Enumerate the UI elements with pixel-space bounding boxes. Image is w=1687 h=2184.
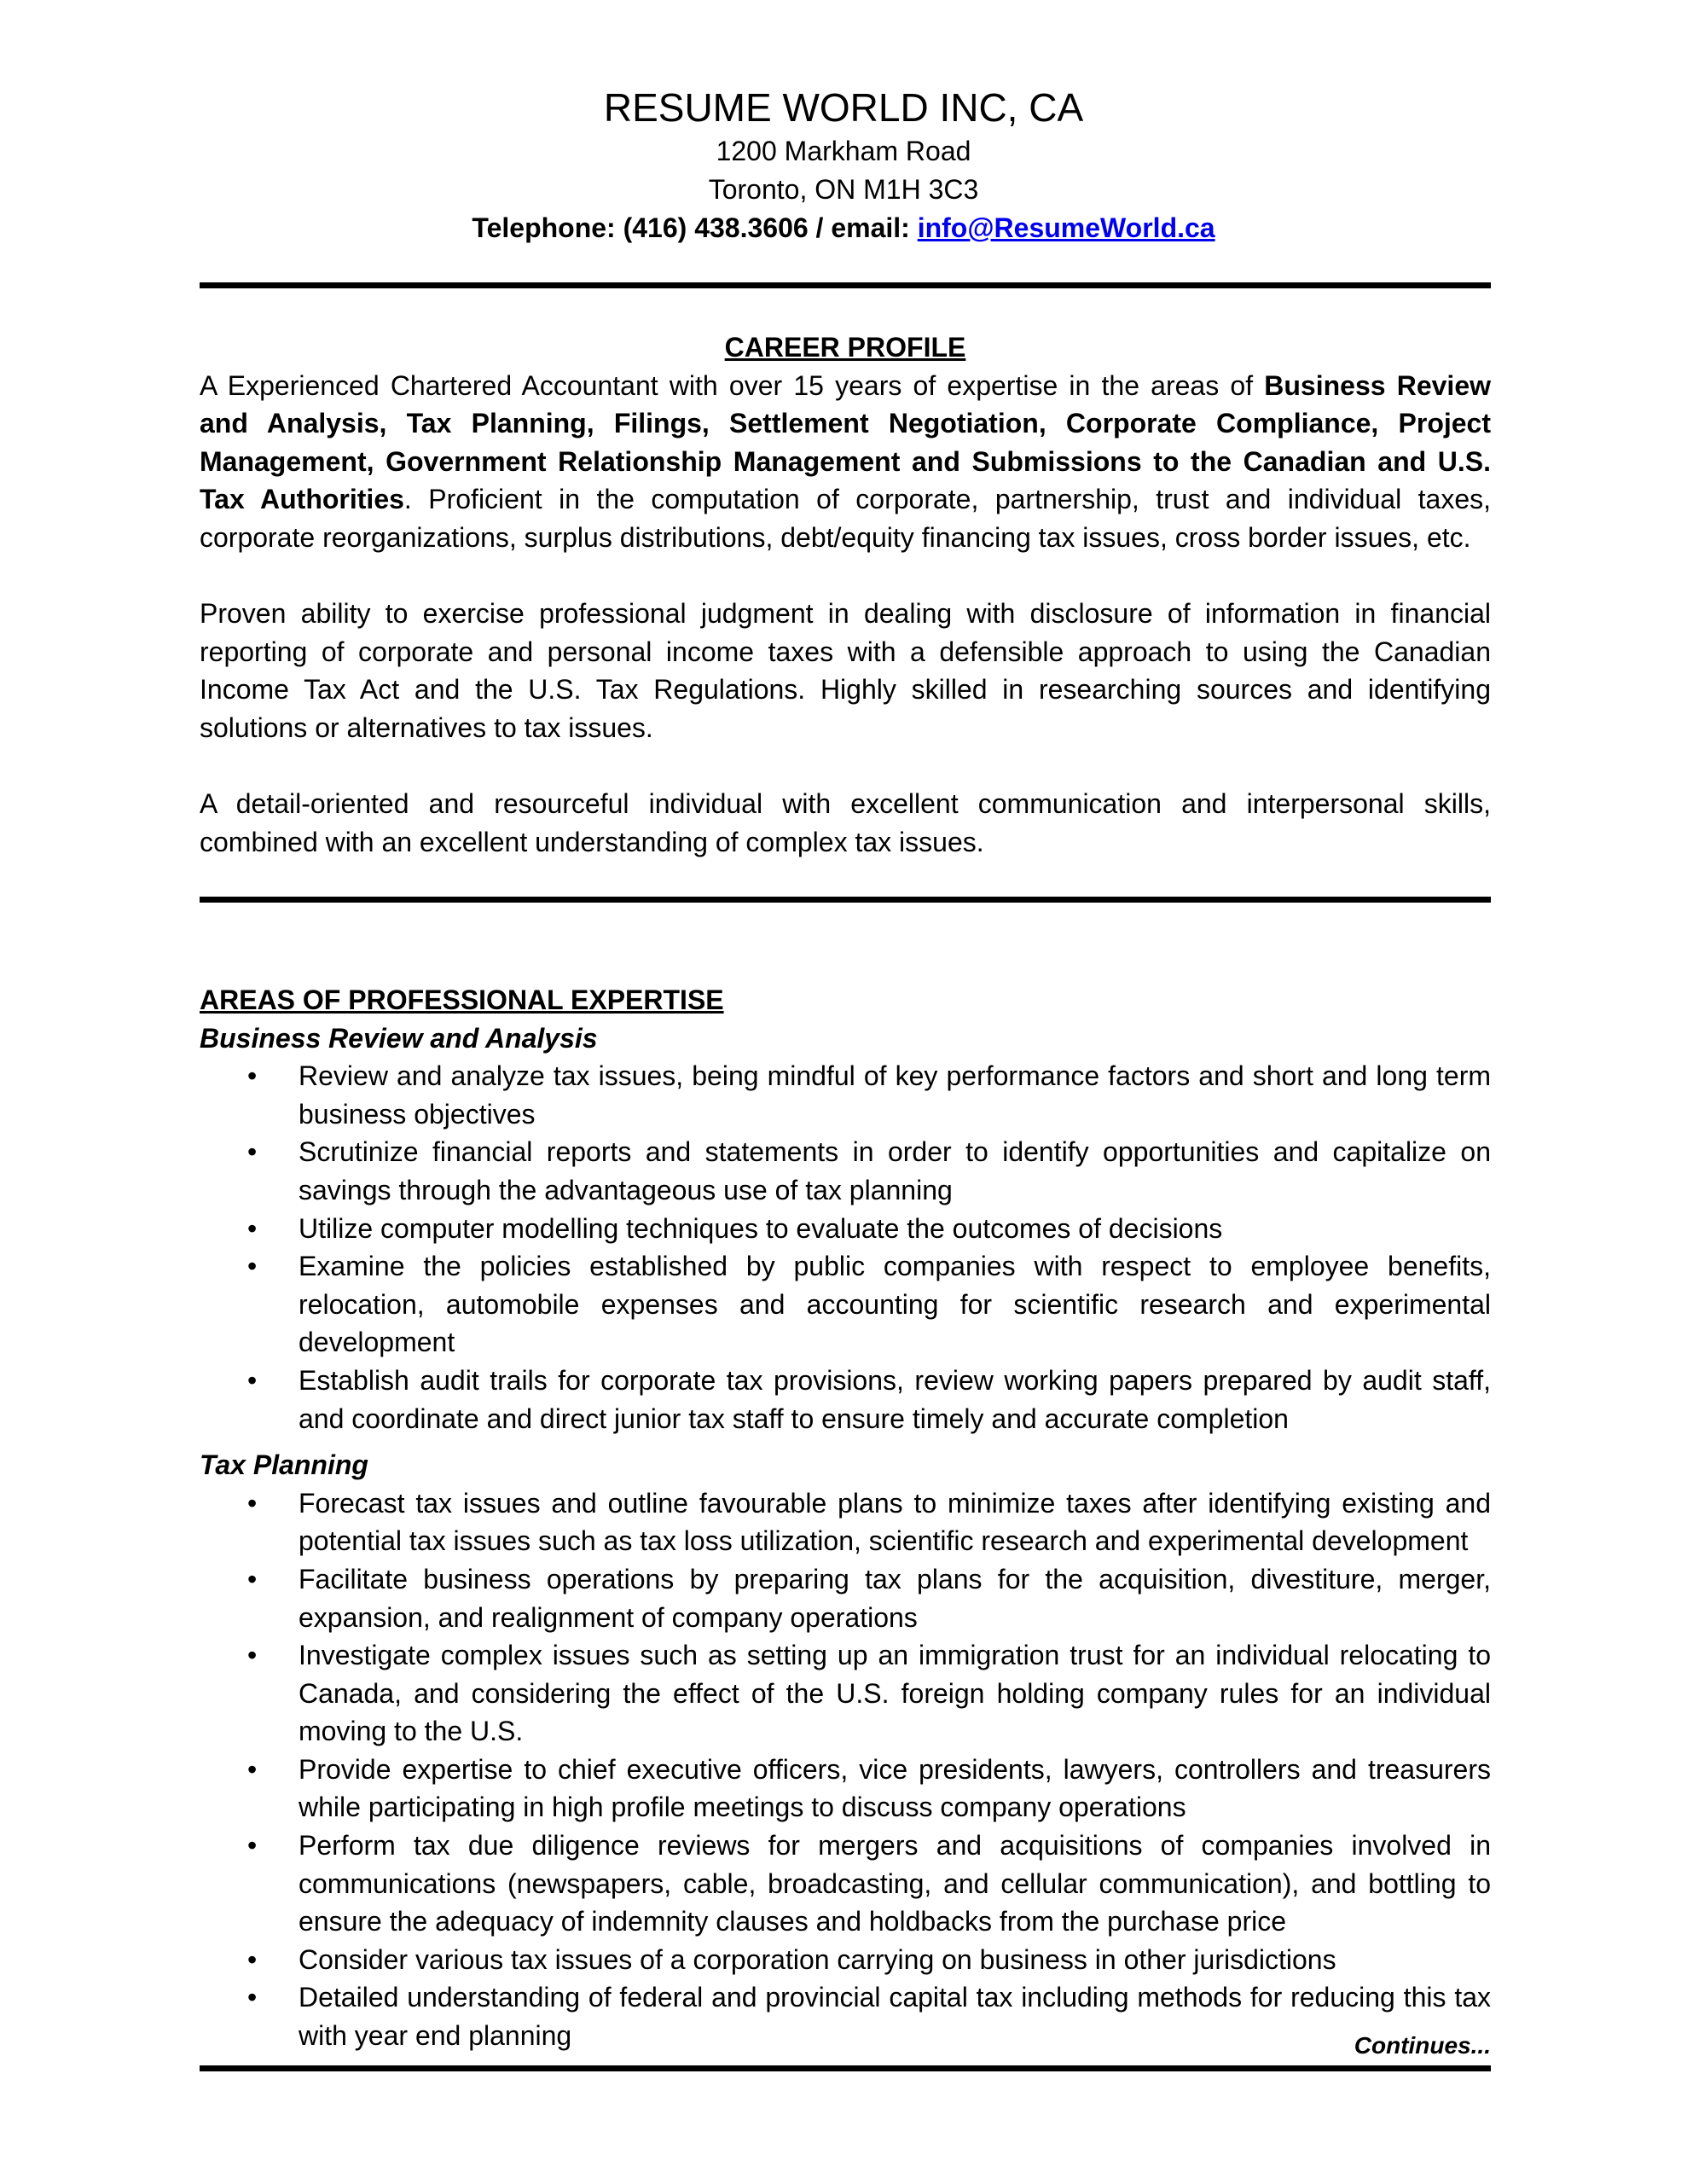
bullet-icon: • xyxy=(247,1212,258,1244)
list-item xyxy=(200,1484,1491,1560)
contact-line xyxy=(0,209,1687,247)
p1-bold: Business Review and Analysis, Tax Planning, Filings, Settlement Negotiation, Corporate Compliance, Project Management, Government Relationship Management and Submissions to the Canadian and U.S. Tax Authorities xyxy=(200,369,1492,515)
list-item xyxy=(200,1247,1491,1362)
continues-label: Continues... xyxy=(1354,2032,1491,2059)
list-item-text: Forecast tax issues and outline favourable plans to minimize taxes after identifying existing and potential tax issues such as tax loss utilization, scientific research and experimental development xyxy=(299,1487,1491,1557)
career-profile-section xyxy=(200,328,1491,899)
list-item-text: Detailed understanding of federal and provincial capital tax including methods for reducing this tax with year end planning xyxy=(299,1982,1491,2052)
list-item-text: Utilize computer modelling techniques to evaluate the outcomes of decisions xyxy=(299,1212,1223,1244)
bullet-icon: • xyxy=(247,1830,258,1862)
address-line-1: 1200 Markham Road xyxy=(716,136,971,166)
expertise-list xyxy=(200,1057,1491,1438)
bullet-icon: • xyxy=(247,1563,258,1594)
bullet-icon: • xyxy=(247,1982,258,2013)
email-link[interactable]: info@ResumeWorld.ca xyxy=(917,212,1215,243)
list-item-text: Consider various tax issues of a corporation carrying on business in other jurisdictions xyxy=(299,1943,1336,1975)
bullet-icon: • xyxy=(247,1060,258,1092)
career-paragraph-2: Proven ability to exercise professional judgment in dealing with disclosure of information in financial reporting of corporate and personal income taxes with a defensible approach to using the Canadian Income Tax Act and the U.S. Tax Regulations. Highly skilled in researching sources and identifying solutions or alternatives to tax issues. xyxy=(200,598,1491,743)
company-name: RESUME WORLD INC, CA xyxy=(603,85,1084,130)
list-item xyxy=(200,1210,1491,1248)
telephone-text: Telephone: (416) 438.3606 / email: xyxy=(472,212,918,243)
divider xyxy=(200,897,1491,903)
list-item xyxy=(200,1978,1491,2054)
list-item-text: Establish audit trails for corporate tax provisions, review working papers prepared by audit staff, and coordinate and direct junior tax staff to ensure timely and accurate completion xyxy=(299,1364,1491,1434)
list-item-text: Provide expertise to chief executive officers, vice presidents, lawyers, controllers and treasurers while participating in high profile meetings to discuss company operations xyxy=(299,1753,1491,1823)
list-item xyxy=(200,1560,1491,1636)
p1-text-end: . Proficient in the computation of corporate, partnership, trust and individual taxes, corporate reorganizations, surplus distributions, debt/equity financing tax issues, cross border issues, etc. xyxy=(200,484,1492,553)
expertise-heading: AREAS OF PROFESSIONAL EXPERTISE xyxy=(200,985,724,1015)
expertise-subheading: Tax Planning xyxy=(200,1449,368,1481)
career-profile-heading: CAREER PROFILE xyxy=(724,332,966,363)
bullet-icon: • xyxy=(247,1943,258,1975)
divider xyxy=(200,2065,1491,2071)
list-item xyxy=(200,1827,1491,1941)
list-item-text: Examine the policies established by public companies with respect to employee benefits, relocation, automobile expenses and accounting for scientific research and experimental development xyxy=(299,1251,1491,1358)
p1-text: A Experienced Chartered Accountant with over 15 years of expertise in the areas of xyxy=(200,369,1265,401)
list-item-text: Review and analyze tax issues, being mindful of key performance factors and short and long term business objectives xyxy=(299,1060,1491,1130)
list-item-text: Perform tax due diligence reviews for mergers and acquisitions of companies involved in communications (newspapers, cable, broadcasting, and cellular communication), and bottling to ensure the adequacy of indemnity clauses and holdbacks from the purchase price xyxy=(299,1830,1491,1937)
list-item xyxy=(200,1362,1491,1438)
bullet-icon: • xyxy=(247,1364,258,1396)
bullet-icon: • xyxy=(247,1487,258,1519)
bullet-icon: • xyxy=(247,1640,258,1671)
list-item-text: Investigate complex issues such as setting up an immigration trust for an individual relocating to Canada, and considering the effect of the U.S. foreign holding company rules for an individual moving to the U.S. xyxy=(299,1640,1491,1747)
expertise-section xyxy=(200,981,1491,2055)
list-item-text: Scrutinize financial reports and statements in order to identify opportunities and capitalize on savings through the advantageous use of tax planning xyxy=(299,1136,1491,1205)
bullet-icon: • xyxy=(247,1136,258,1168)
list-item xyxy=(200,1636,1491,1751)
list-item xyxy=(200,1941,1491,1979)
expertise-subheading: Business Review and Analysis xyxy=(200,1022,598,1054)
list-item xyxy=(200,1057,1491,1133)
list-item xyxy=(200,1751,1491,1827)
career-paragraph-3: A detail-oriented and resourceful individual with excellent communication and interpersonal skills, combined with an excellent understanding of complex tax issues. xyxy=(200,788,1491,857)
expertise-list xyxy=(200,1484,1491,2055)
list-item xyxy=(200,1133,1491,1209)
address-line-2: Toronto, ON M1H 3C3 xyxy=(708,174,979,205)
divider xyxy=(200,282,1491,288)
list-item-text: Facilitate business operations by preparing tax plans for the acquisition, divestiture, merger, expansion, and realignment of company operations xyxy=(299,1563,1491,1633)
career-paragraph-1 xyxy=(200,367,1491,557)
bullet-icon: • xyxy=(247,1753,258,1785)
bullet-icon: • xyxy=(247,1251,258,1282)
